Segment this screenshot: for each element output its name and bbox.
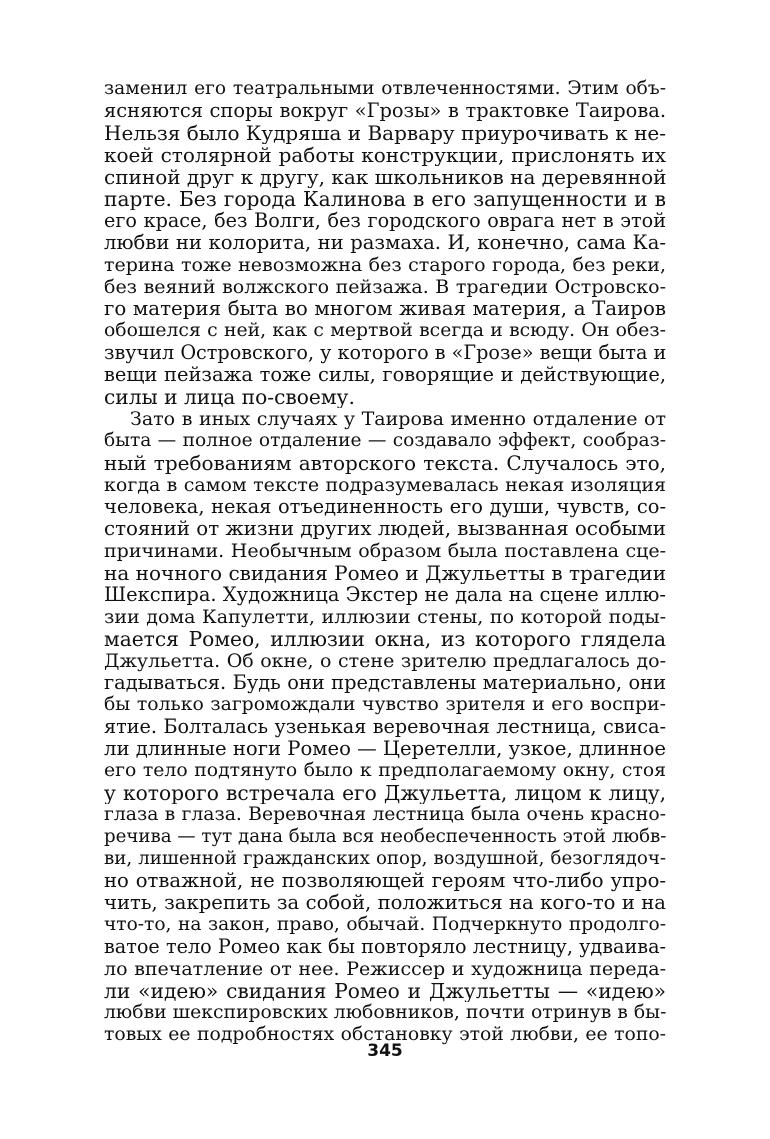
text-line: спиной друг к другу, как школьников на деревянной <box>104 166 666 188</box>
text-line: звучил Островского, у которого в «Грозе» вещи быта и <box>104 342 666 364</box>
paragraph-1 <box>104 78 666 408</box>
text-line: у которого встречала его Джульетта, лицом к лицу, <box>104 782 666 804</box>
text-line: коей столярной работы конструкции, прислонять их <box>104 144 666 166</box>
text-line: ли длинные ноги Ромео — Церетелли, узкое, длинное <box>104 738 666 760</box>
text-line: гадываться. Будь они представлены материально, они <box>104 672 666 694</box>
text-line: ви, лишенной гражданских опор, воздушной, безоглядоч- <box>104 848 666 869</box>
text-line: стояний от жизни других людей, вызванная особыми <box>104 518 666 540</box>
text-line: ный требованиям авторского текста. Случалось это, <box>104 452 666 474</box>
text-line: Нельзя было Кудряша и Варвару приурочивать к не- <box>104 122 666 144</box>
text-line: речива — тут дана была вся необеспеченность этой любв- <box>104 826 666 847</box>
text-line: ло впечатление от нее. Режиссер и художница переда- <box>104 958 666 980</box>
page-number: 345 <box>367 1041 403 1061</box>
text-line: на ночного свидания Ромео и Джульетты в трагедии <box>104 562 666 584</box>
text-line: глаза в глаза. Веревочная лестница была очень красно- <box>104 804 666 825</box>
text-line: но отважной, не позволяющей героям что-либо упро- <box>104 870 666 892</box>
text-line: Джульетта. Об окне, о стене зрителю предлагалось до- <box>104 650 666 672</box>
text-line: причинами. Необычным образом была поставлена сце- <box>104 540 666 562</box>
text-line: любви шекспировских любовников, почти отринув в бы- <box>104 1002 666 1023</box>
text-line: терина тоже невозможна без старого города, без реки, <box>104 254 666 276</box>
text-line: ятие. Болталась узенькая веревочная лестница, свиса- <box>104 716 666 738</box>
text-line: обошелся с ней, как с мертвой всегда и всюду. Он обез- <box>104 320 666 341</box>
text-line: бы только загромождали чувство зрителя и его воспри- <box>104 694 666 715</box>
text-line: без веяний волжского пейзажа. В трагедии Островско- <box>104 276 666 298</box>
text-line: мается Ромео, иллюзии окна, из которого глядела <box>104 628 666 650</box>
text-line: парте. Без города Калинова в его запущенности и в <box>104 188 666 210</box>
text-line: ли «идею» свидания Ромео и Джульетты — «идею» <box>104 980 666 1002</box>
text-line: быта — полное отдаление — создавало эффект, сообраз- <box>104 430 666 451</box>
text-line: зии дома Капулетти, иллюзии стены, по которой поды- <box>104 606 666 628</box>
text-line: силы и лица по-своему. <box>104 386 355 408</box>
paragraph-2 <box>104 408 666 1046</box>
text-line: его тело подтянуто было к предполагаемому окну, стоя <box>104 760 666 781</box>
text-line: Шекспира. Художница Экстер не дала на сцене иллю- <box>104 584 666 606</box>
text-line: заменил его театральными отвлеченностями. Этим объ- <box>104 78 666 99</box>
document-page <box>104 78 666 1046</box>
text-line: что-то, на закон, право, обычай. Подчеркнуто продолго- <box>104 914 666 935</box>
text-line: Зато в иных случаях у Таирова именно отдаление от <box>130 408 666 430</box>
text-line: любви ни колорита, ни размаха. И, конечно, сама Ка- <box>104 232 666 254</box>
text-line: ватое тело Ромео как бы повторяло лестницу, удваива- <box>104 936 666 958</box>
text-line: человека, некая отъединенность его души, чувств, со- <box>104 496 666 518</box>
text-line: ясняются споры вокруг «Грозы» в трактовке Таирова. <box>104 100 666 122</box>
text-line: когда в самом тексте подразумевалась некая изоляция <box>104 474 666 496</box>
text-line: чить, закрепить за собой, положиться на кого-то и на <box>104 892 666 914</box>
text-line: его красе, без Волги, без городского оврага нет в этой <box>104 210 666 232</box>
text-line: го материя быта во многом живая материя, а Таиров <box>104 298 666 320</box>
text-line: вещи пейзажа тоже силы, говорящие и действующие, <box>104 364 666 386</box>
text-line: товых ее подробностях обстановку этой любви, ее топо- <box>104 1024 666 1045</box>
